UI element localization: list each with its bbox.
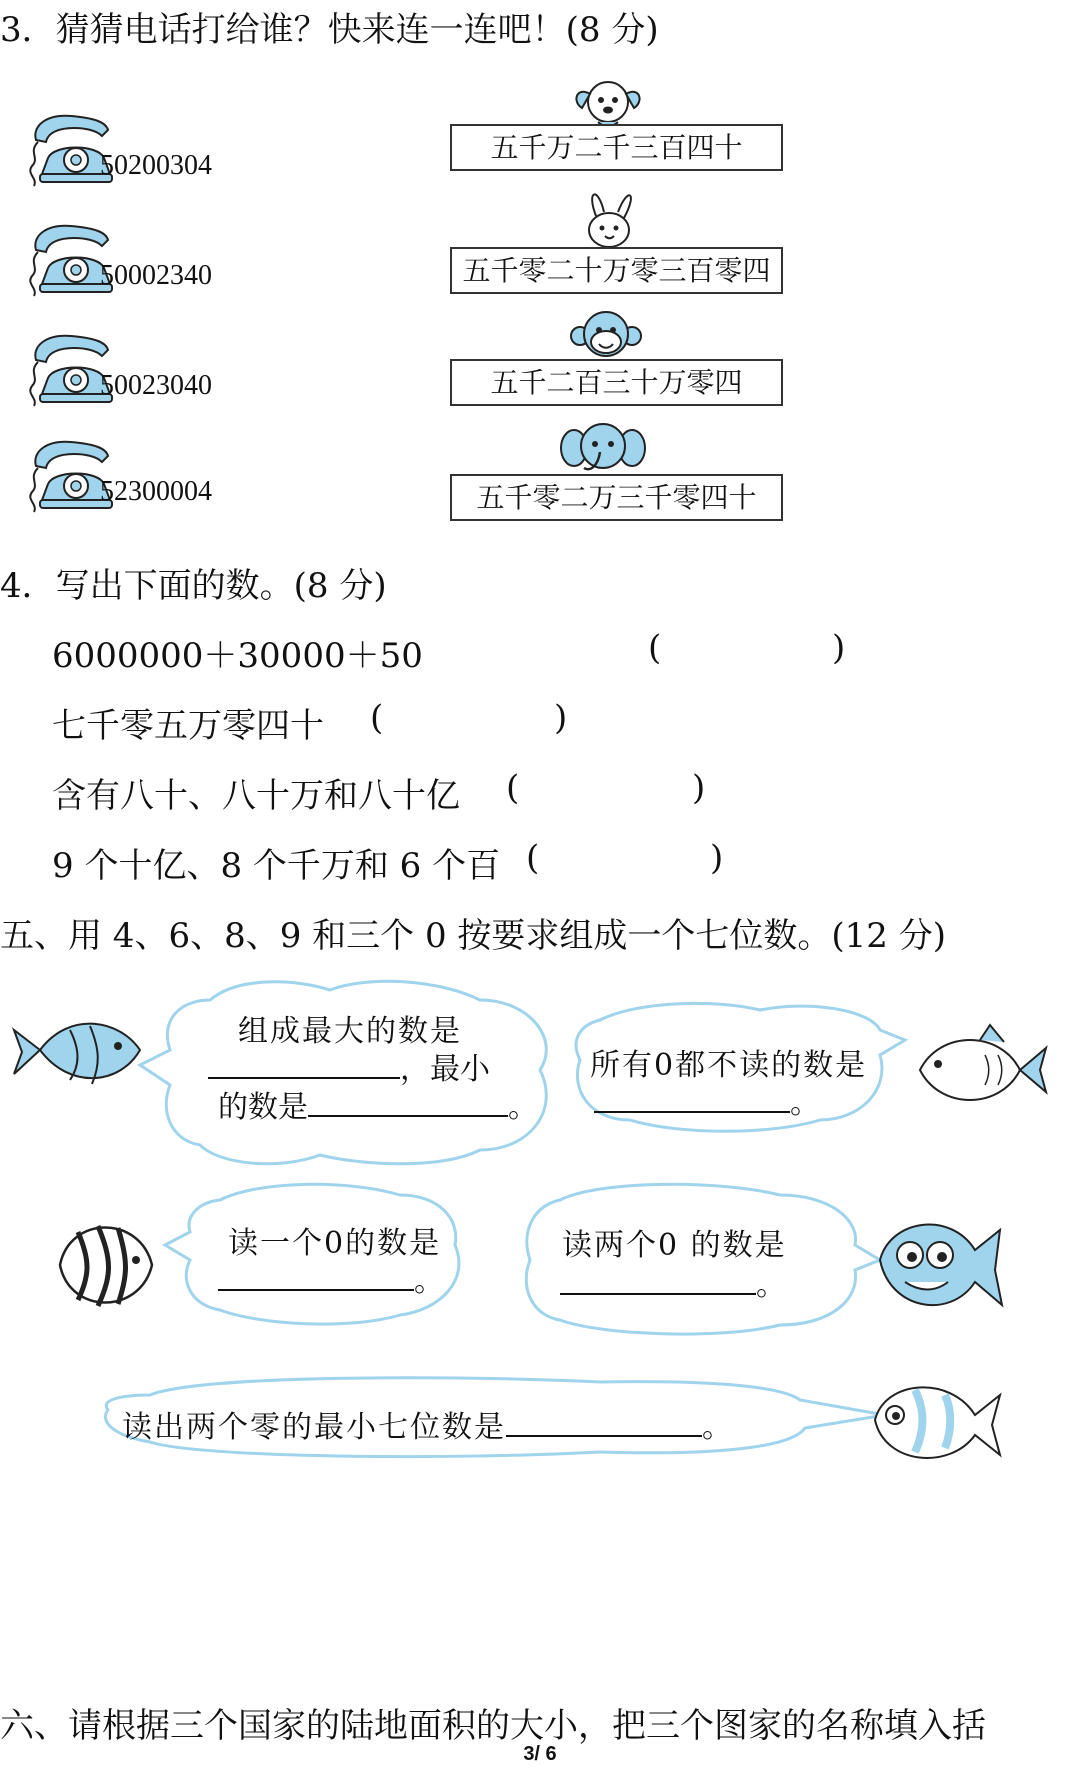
bubble-answer-line (560, 1260, 786, 1304)
question-6-title: 六、请根据三个国家的陆地面积的大小，把三个图家的名称填入括 (0, 1706, 986, 1746)
bubble-text: 读一个0的数是 (228, 1226, 442, 1261)
answer-blank[interactable] (208, 1047, 400, 1079)
q4-item: 6000000＋30000＋50 (52, 636, 423, 676)
elephant-icon (560, 422, 646, 482)
fish-icon (875, 1387, 1000, 1458)
question-4-title: 4．写出下面的数。(8 分) (0, 566, 387, 606)
paren-open: ( (370, 698, 384, 738)
bubble-text: 组成最大的数是 (238, 1014, 462, 1049)
paren-open: ( (526, 838, 540, 878)
period: 。 (414, 1264, 444, 1299)
period: 。 (508, 1090, 538, 1125)
q4-item: 含有八十、八十万和八十亿 (52, 776, 460, 816)
phone-number: 50200304 (100, 150, 212, 181)
paren-open: ( (506, 768, 520, 808)
bubble-text: 读出两个零的最小七位数是 (122, 1410, 506, 1445)
phone-number: 50023040 (100, 370, 212, 401)
paren-close: ) (554, 698, 568, 738)
speech-bubbles-illustration (0, 970, 1080, 1620)
fish-icon (60, 1226, 152, 1306)
name-box: 五千万二千三百四十 (450, 124, 783, 171)
paren-close: ) (832, 628, 846, 668)
bubble-text: ，最小 (400, 1052, 490, 1087)
rabbit-icon (576, 186, 642, 252)
monkey-icon (568, 310, 644, 364)
bubble-text: 所有0都不读的数是 (590, 1048, 868, 1083)
fish-icon (880, 1225, 1002, 1306)
q4-item: 七千零五万零四十 (52, 706, 324, 746)
bubble-answer-line (594, 1078, 820, 1122)
period: 。 (790, 1086, 820, 1121)
answer-blank[interactable] (594, 1081, 790, 1113)
paren-close: ) (710, 838, 724, 878)
name-box: 五千零二十万零三百零四 (450, 247, 783, 294)
paren-open: ( (648, 628, 662, 668)
answer-blank[interactable] (218, 1259, 414, 1291)
period: 。 (702, 1410, 734, 1445)
answer-blank[interactable] (506, 1405, 702, 1437)
phone-number: 52300004 (100, 476, 212, 507)
page-number: 3/ 6 (523, 1743, 557, 1765)
bubble-answer-line (218, 1082, 538, 1126)
bubble-answer-line (218, 1256, 444, 1300)
q4-item: 9 个十亿、8 个千万和 6 个百 (52, 846, 501, 886)
bubble-text: 读两个0 的数是 (562, 1228, 787, 1263)
answer-blank[interactable] (308, 1085, 508, 1117)
phone-number: 50002340 (100, 260, 212, 291)
question-5-title: 五、用 4、6、8、9 和三个 0 按要求组成一个七位数。(12 分) (0, 916, 946, 956)
fish-icon (14, 1024, 140, 1084)
period: 。 (756, 1268, 786, 1303)
bubble-answer-line (122, 1402, 734, 1446)
name-box: 五千二百三十万零四 (450, 359, 783, 406)
bubble-text: 的数是 (218, 1090, 308, 1125)
name-box: 五千零二万三千零四十 (450, 474, 783, 521)
dog-icon (568, 72, 648, 132)
answer-blank[interactable] (560, 1263, 756, 1295)
paren-close: ) (692, 768, 706, 808)
fish-icon (920, 1025, 1046, 1100)
question-3-title: 3．猜猜电话打给谁？快来连一连吧！(8 分) (0, 10, 659, 50)
